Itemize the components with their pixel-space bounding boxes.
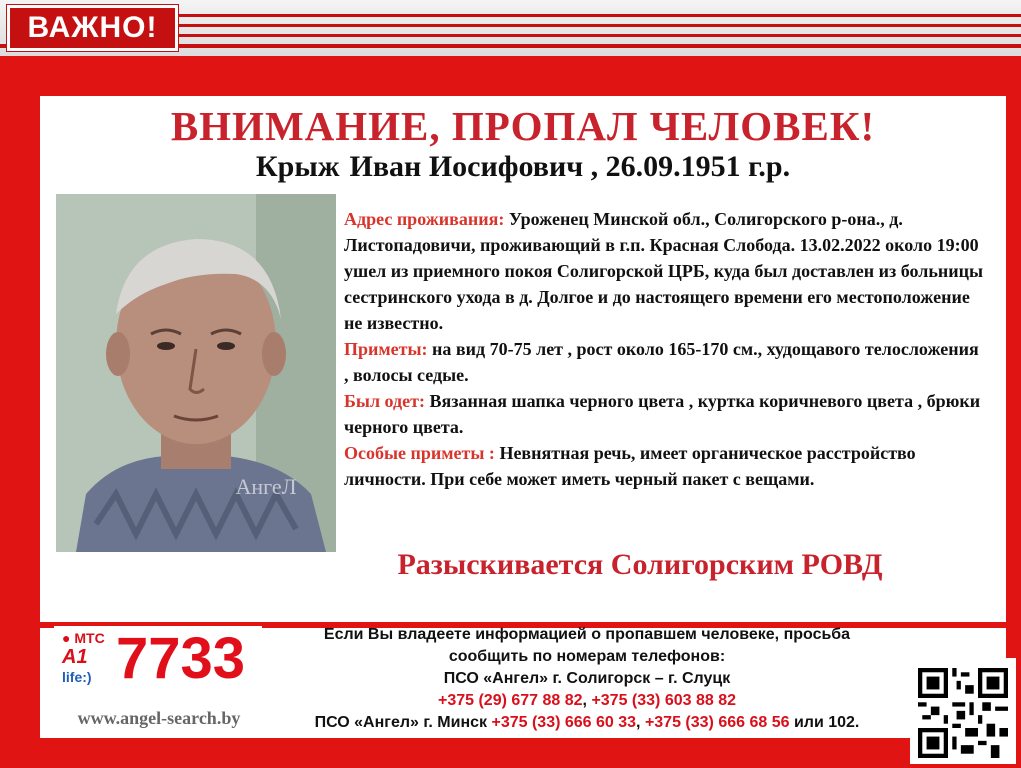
special-features-label: Особые приметы : [344,443,495,463]
phone-number[interactable]: +375 (33) 666 68 56 [644,714,790,731]
org1-phones: +375 (29) 677 88 82, +375 (33) 603 88 82 [437,692,736,709]
photo-watermark: АнгеЛ [235,474,297,499]
phone-number[interactable]: +375 (29) 677 88 82 [437,692,583,709]
person-photo [56,194,336,552]
wanted-by: Разыскивается Солигорским РОВД [397,548,883,581]
poster-panel [40,96,1006,622]
details-block [344,206,984,492]
org1-name: ПСО «Ангел» г. Солигорск – г. Слуцк [443,670,731,687]
qr-code-icon [918,668,1008,758]
mts-logo: ● МТС [62,630,105,646]
banner-stripe [175,34,1021,37]
clothing-paragraph [344,388,984,440]
short-number: 7733 [116,626,246,691]
banner-stripe [175,24,1021,27]
poster-headline: ВНИМАНИЕ, ПРОПАЛ ЧЕЛОВЕК! [170,103,876,149]
message-line-1: Если Вы владеете информацией о пропавшем человеке, просьба [323,626,851,643]
message-line-2: сообщить по номерам телефонов: [448,648,726,665]
features-label: Приметы: [344,339,428,359]
clothing-text: Вязанная шапка черного цвета , куртка коричневого цвета , брюки черного цвета. [344,391,981,437]
important-badge: ВАЖНО! [7,5,178,51]
sms-number-box [54,626,262,694]
address-text: Уроженец Минской обл., Солигорского р-она., д. Листопадовичи, проживающий в г.п. Красная Слобода. 13.02.2022 около 19:00 ушел из приемного покоя Солигорской ЦРБ, куда был доставлен из больницы сестринского ухода в д. Долгое и до настоящего времени его местоположение не известно. [344,209,983,333]
org2-line: ПСО «Ангел» г. Минск +375 (33) 666 60 33, +375 (33) 666 68 56 или 102. [314,714,860,731]
address-paragraph [344,206,984,336]
special-features-paragraph [344,440,984,492]
features-paragraph [344,336,984,388]
contact-info [262,624,912,734]
top-banner [0,0,1021,56]
website-link[interactable]: www.angel-search.by [77,708,241,728]
operator-logos [62,630,120,685]
phone-number[interactable]: +375 (33) 666 60 33 [491,714,637,731]
person-surname: Крыж [255,150,340,183]
person-rest: Иван Иосифович , 26.09.1951 г.р. [349,150,791,183]
phone-number[interactable]: +375 (33) 603 88 82 [591,692,736,709]
life-logo: life:) [62,669,92,685]
a1-logo: A1 [62,646,88,668]
org2-name: ПСО «Ангел» г. Минск [314,714,492,731]
qr-code[interactable] [910,658,1016,764]
person-name [40,150,1006,184]
banner-stripe [175,14,1021,17]
address-label: Адрес проживания: [344,209,505,229]
features-text: на вид 70-75 лет , рост около 165-170 см., худощавого телосложения , волосы седые. [344,339,979,385]
special-features-text: Невнятная речь, имеет органическое расстройство личности. При себе может иметь черный пакет с вещами. [344,443,916,489]
clothing-label: Был одет: [344,391,425,411]
